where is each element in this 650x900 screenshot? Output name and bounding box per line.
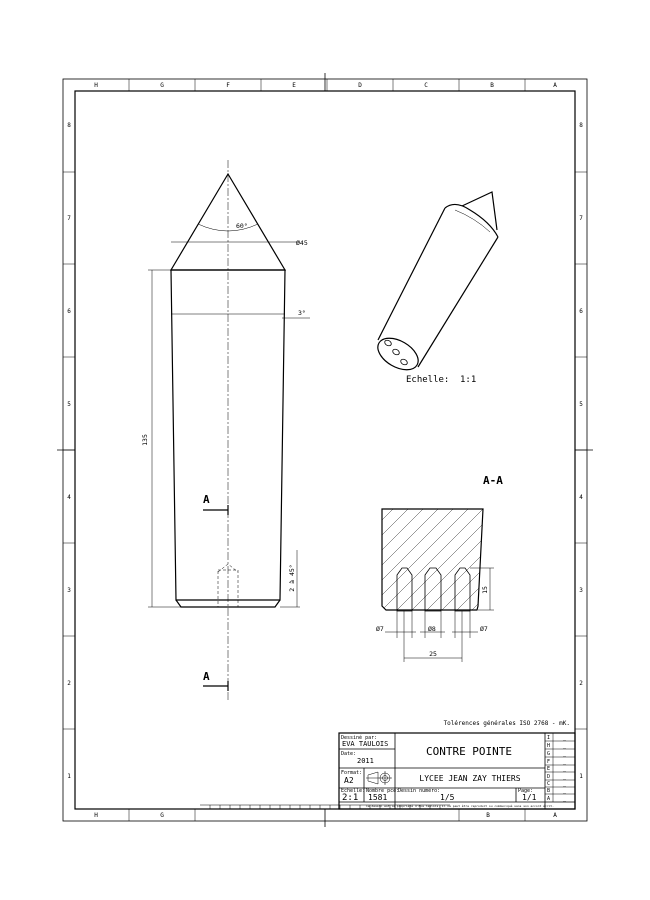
- column-letter: G: [160, 82, 164, 89]
- author: EVA TAULOIS: [342, 740, 389, 748]
- column-letter: A: [553, 82, 557, 89]
- column-letter: B: [486, 812, 490, 819]
- chamfer-label: 2 à 45°: [288, 564, 296, 592]
- row-number: 3: [579, 587, 583, 594]
- section-marker-lower: A: [203, 670, 210, 683]
- revision-mark: _: [563, 759, 567, 765]
- column-letter: A: [553, 812, 557, 819]
- scale-label: Echelle:: [406, 375, 450, 385]
- length-135-label: 135: [141, 434, 149, 446]
- row-number: 6: [67, 308, 71, 315]
- revision-letter: A: [547, 796, 551, 802]
- scale-title-label: Echelle:: [341, 788, 366, 794]
- page-label: Page:: [518, 788, 534, 794]
- section-title: A-A: [483, 474, 503, 487]
- number-label: Nombre pce:: [366, 788, 400, 794]
- revision-mark: _: [563, 774, 567, 780]
- column-letter: D: [358, 82, 362, 89]
- row-dividers: [63, 172, 587, 729]
- revision-letter: G: [547, 751, 551, 757]
- projection-symbol-icon: [366, 771, 392, 785]
- revision-letter: E: [547, 766, 551, 772]
- scale-value-block: 2:1: [342, 793, 359, 803]
- row-number: 6: [579, 308, 583, 315]
- revision-letter: C: [547, 781, 551, 787]
- row-number: 5: [579, 401, 583, 408]
- date-label: Date:: [341, 751, 357, 757]
- column-letter: B: [490, 82, 494, 89]
- school-name: LYCEE JEAN ZAY THIERS: [419, 774, 521, 783]
- hole-diameter-middle: Ø8: [428, 625, 436, 633]
- sheet-number: 1/5: [440, 793, 455, 802]
- format: A2: [344, 776, 354, 785]
- column-letter: H: [94, 812, 98, 819]
- column-letter: G: [160, 812, 164, 819]
- revision-mark: _: [563, 788, 567, 794]
- outer-border: [63, 79, 587, 821]
- title-block: [339, 733, 575, 809]
- spacing-25-label: 25: [429, 650, 437, 658]
- row-number: 8: [67, 122, 71, 129]
- scale-value: 1:1: [460, 375, 477, 385]
- revision-letter: F: [547, 759, 551, 765]
- column-letter: F: [226, 82, 230, 89]
- row-number: 8: [579, 122, 583, 129]
- copyright-note: Ce dessin est la propriété d'Eva Taulois. Il ne peut être reproduit ou communiqué sans son accord écrit.: [366, 804, 554, 808]
- column-letter: H: [94, 82, 98, 89]
- row-number: 4: [579, 494, 583, 501]
- depth-15-label: 15: [481, 586, 489, 594]
- page-value: 1/1: [522, 793, 537, 802]
- drawing-title: CONTRE POINTE: [425, 745, 513, 758]
- row-number: 2: [67, 680, 71, 687]
- revision-letter: D: [547, 774, 551, 780]
- column-dividers: [129, 79, 525, 821]
- main-view: [141, 160, 310, 700]
- taper-angle-label: 3°: [298, 309, 306, 317]
- row-number: 1: [67, 773, 71, 780]
- date: 2011: [357, 757, 374, 765]
- revision-mark: _: [563, 743, 567, 749]
- number-value: 1581: [368, 793, 388, 802]
- revision-letter: H: [547, 743, 551, 749]
- format-label: Format:: [341, 770, 363, 776]
- iso-end-face: [372, 332, 423, 377]
- section-view: [372, 474, 503, 662]
- angle-tip-label: 60°: [236, 222, 248, 230]
- revision-letter: I: [547, 735, 551, 741]
- row-number: 5: [67, 401, 71, 408]
- sheet-number-label: Dessin numéro:: [398, 788, 441, 794]
- row-number: 4: [67, 494, 71, 501]
- hole-diameter-right: Ø7: [480, 625, 488, 633]
- column-letter: E: [292, 82, 296, 89]
- drawn-by-label: Dessiné par:: [341, 735, 378, 741]
- tolerance-note: Tolérences générales ISO 2768 - mK.: [443, 720, 570, 727]
- centering-marks: [57, 73, 593, 827]
- row-number: 1: [579, 773, 583, 780]
- revision-mark: _: [563, 766, 567, 772]
- row-number: 7: [579, 215, 583, 222]
- isometric-view: [372, 192, 498, 385]
- revision-mark: _: [563, 781, 567, 787]
- row-number: 3: [67, 587, 71, 594]
- row-number: 7: [67, 215, 71, 222]
- revision-mark: _: [563, 751, 567, 757]
- revision-mark: _: [563, 796, 567, 802]
- row-number: 2: [579, 680, 583, 687]
- hole-diameter-left: Ø7: [376, 625, 384, 633]
- section-marker-upper: A: [203, 493, 210, 506]
- revision-mark: _: [563, 735, 567, 741]
- revision-letter: B: [547, 788, 551, 794]
- inner-border: [75, 91, 575, 809]
- column-letter: C: [424, 82, 428, 89]
- diameter-45-label: Ø45: [296, 239, 308, 247]
